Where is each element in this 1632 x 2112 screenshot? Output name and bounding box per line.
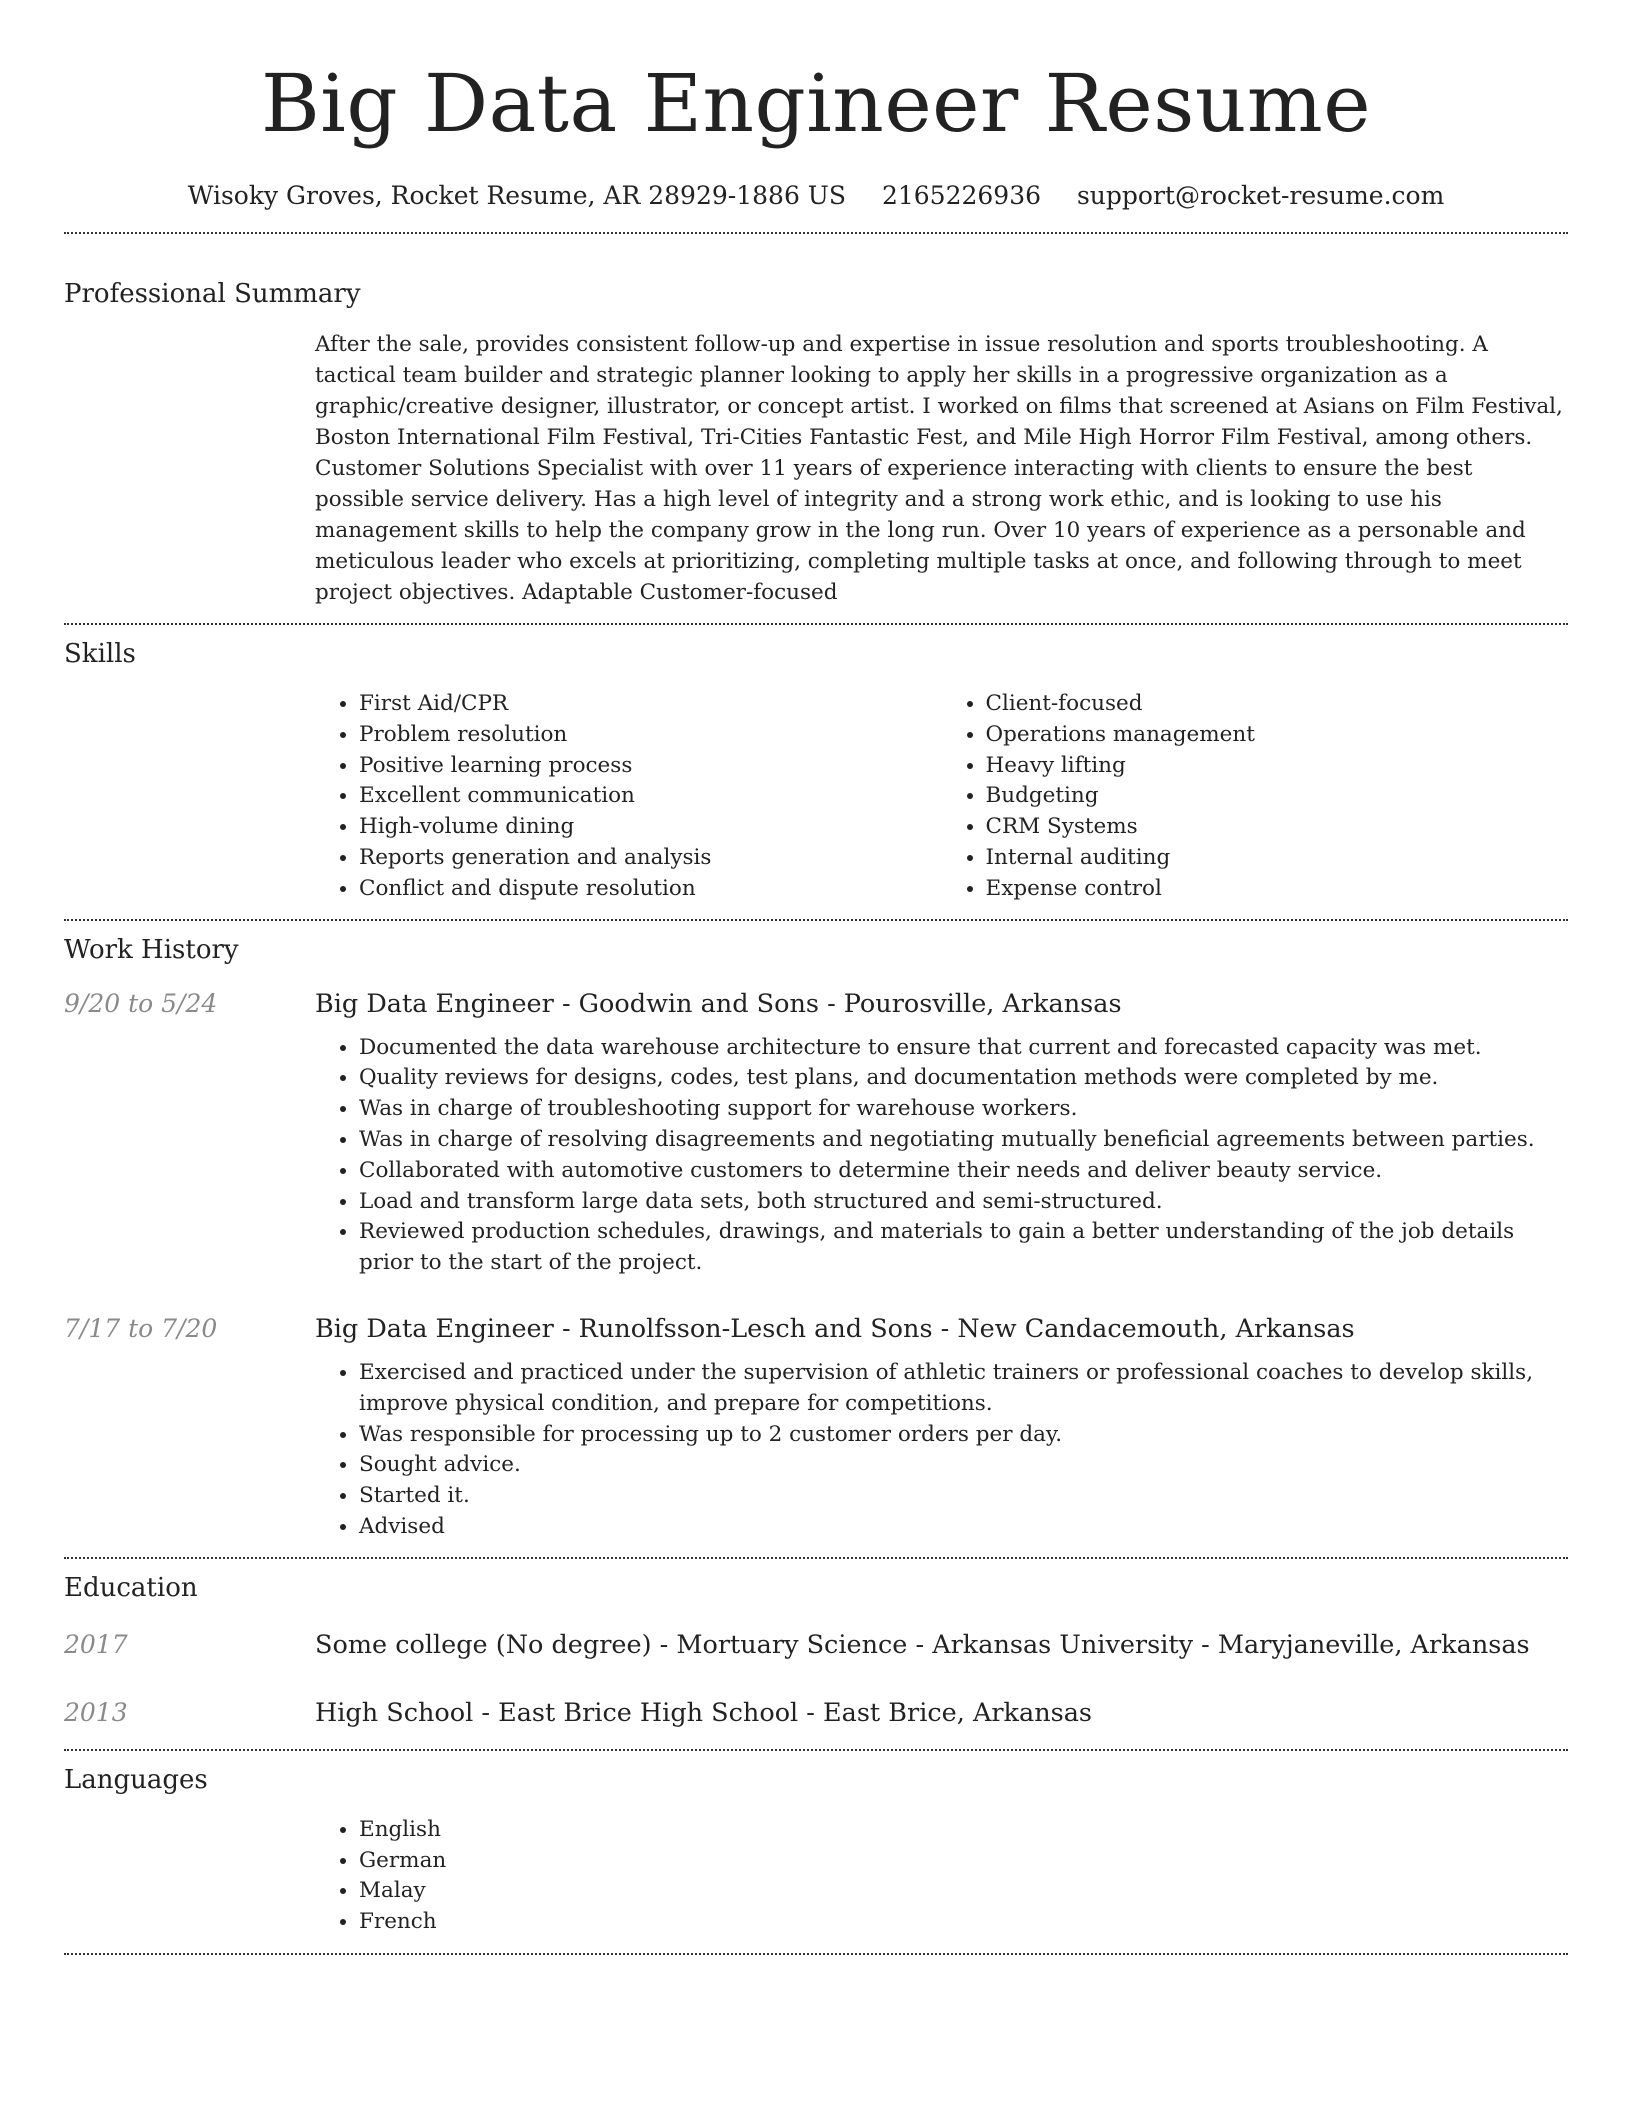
list-item: • Internal auditing: [986, 843, 1569, 874]
list-item: • English: [359, 1815, 1568, 1846]
list-item: • Quality reviews for designs, codes, test plans, and documentation methods were completed by me.: [359, 1063, 1568, 1094]
list-item: • German: [359, 1846, 1568, 1877]
education-year: 2013: [64, 1697, 128, 1727]
list-item: • Collaborated with automotive customers to determine their needs and deliver beauty service.: [359, 1156, 1568, 1187]
list-item: • CRM Systems: [986, 812, 1569, 843]
list-item: • Was in charge of troubleshooting support for warehouse workers.: [359, 1094, 1568, 1125]
contact-email: support@rocket-resume.com: [1076, 181, 1445, 210]
list-item: • Reports generation and analysis: [359, 843, 942, 874]
education-entry: [64, 1628, 1568, 1662]
job-title: Big Data Engineer - Runolfsson-Lesch and Sons - New Candacemouth, Arkansas: [315, 1313, 1355, 1344]
languages-list: [315, 1815, 1568, 1938]
list-item: • Started it.: [359, 1481, 1568, 1512]
divider: [64, 1557, 1568, 1559]
list-item: • Sought advice.: [359, 1450, 1568, 1481]
education-entry: [64, 1696, 1568, 1730]
skills-list-left: [315, 689, 942, 905]
contact-phone: 2165226936: [881, 181, 1042, 210]
list-item: • French: [359, 1907, 1568, 1938]
list-item: • Excellent communication: [359, 781, 942, 812]
section-title-work: Work History: [64, 934, 239, 965]
job-bullets: [315, 1358, 1568, 1543]
education-year: 2017: [64, 1629, 128, 1659]
job-bullets: [315, 1033, 1568, 1279]
list-item: • Load and transform large data sets, both structured and semi-structured.: [359, 1187, 1568, 1218]
list-item: • Documented the data warehouse architecture to ensure that current and forecasted capacity was met.: [359, 1033, 1568, 1064]
job-entry: [64, 987, 1568, 1279]
skills-row: [64, 689, 1568, 905]
job-dates: 7/17 to 7/20: [64, 1313, 218, 1343]
summary-row: [64, 329, 1568, 608]
list-item: • Exercised and practiced under the supervision of athletic trainers or professional coaches to develop skills, improve physical condition, and prepare for competitions.: [359, 1358, 1568, 1420]
languages-row: [64, 1815, 1568, 1938]
list-item: • Was responsible for processing up to 2 customer orders per day.: [359, 1420, 1568, 1451]
list-item: • Conflict and dispute resolution: [359, 874, 942, 905]
list-item: • High-volume dining: [359, 812, 942, 843]
list-item: • Heavy lifting: [986, 751, 1569, 782]
list-item: • Positive learning process: [359, 751, 942, 782]
divider: [64, 919, 1568, 921]
list-item: • Problem resolution: [359, 720, 942, 751]
summary-text: After the sale, provides consistent follow-up and expertise in issue resolution and sports troubleshooting. A tactical team builder and strategic planner looking to apply her skills in a progressive organization as a graphic/creative designer, illustrator, or concept artist. I worked on films that screened at Asians on Film Festival, Boston International Film Festival, Tri-Cities Fantastic Fest, and Mile High Horror Film Festival, among others. Customer Solutions Specialist with over 11 years of experience interacting with clients to ensure the best possible service delivery. Has a high level of integrity and a strong work ethic, and is looking to use his management skills to help the company grow in the long run. Over 10 years of experience as a personable and meticulous leader who excels at prioritizing, completing multiple tasks at once, and following through to meet project objectives. Adaptable Customer-focused: [315, 332, 1563, 605]
education-title: High School - East Brice High School - East Brice, Arkansas: [315, 1697, 1093, 1728]
divider: [64, 1953, 1568, 1955]
list-item: • Expense control: [986, 874, 1569, 905]
section-title-languages: Languages: [64, 1764, 208, 1795]
section-title-skills: Skills: [64, 639, 136, 669]
education-title: Some college (No degree) - Mortuary Science - Arkansas University - Maryjaneville, Arkansas: [315, 1629, 1530, 1660]
list-item: • Operations management: [986, 720, 1569, 751]
list-item: • Reviewed production schedules, drawings, and materials to gain a better understanding of the job details prior to the start of the project.: [359, 1217, 1568, 1279]
list-item: • Advised: [359, 1512, 1568, 1543]
divider: [64, 232, 1568, 234]
job-entry: [64, 1312, 1568, 1543]
contact-address: Wisoky Groves, Rocket Resume, AR 28929-1886 US: [187, 181, 846, 210]
section-title-summary: Professional Summary: [64, 279, 361, 309]
list-item: • First Aid/CPR: [359, 689, 942, 720]
job-dates: 9/20 to 5/24: [64, 988, 218, 1018]
contact-line: [64, 178, 1568, 214]
list-item: • Malay: [359, 1876, 1568, 1907]
resume-title: Big Data Engineer Resume: [260, 57, 1372, 150]
list-item: • Budgeting: [986, 781, 1569, 812]
skills-list-right: [942, 689, 1569, 905]
list-item: • Client-focused: [986, 689, 1569, 720]
list-item: • Was in charge of resolving disagreements and negotiating mutually beneficial agreements between parties.: [359, 1125, 1568, 1156]
divider: [64, 1749, 1568, 1751]
job-title: Big Data Engineer - Goodwin and Sons - Pourosville, Arkansas: [315, 988, 1122, 1019]
skills-grid: [315, 689, 1568, 905]
divider: [64, 623, 1568, 625]
section-title-education: Education: [64, 1572, 198, 1603]
